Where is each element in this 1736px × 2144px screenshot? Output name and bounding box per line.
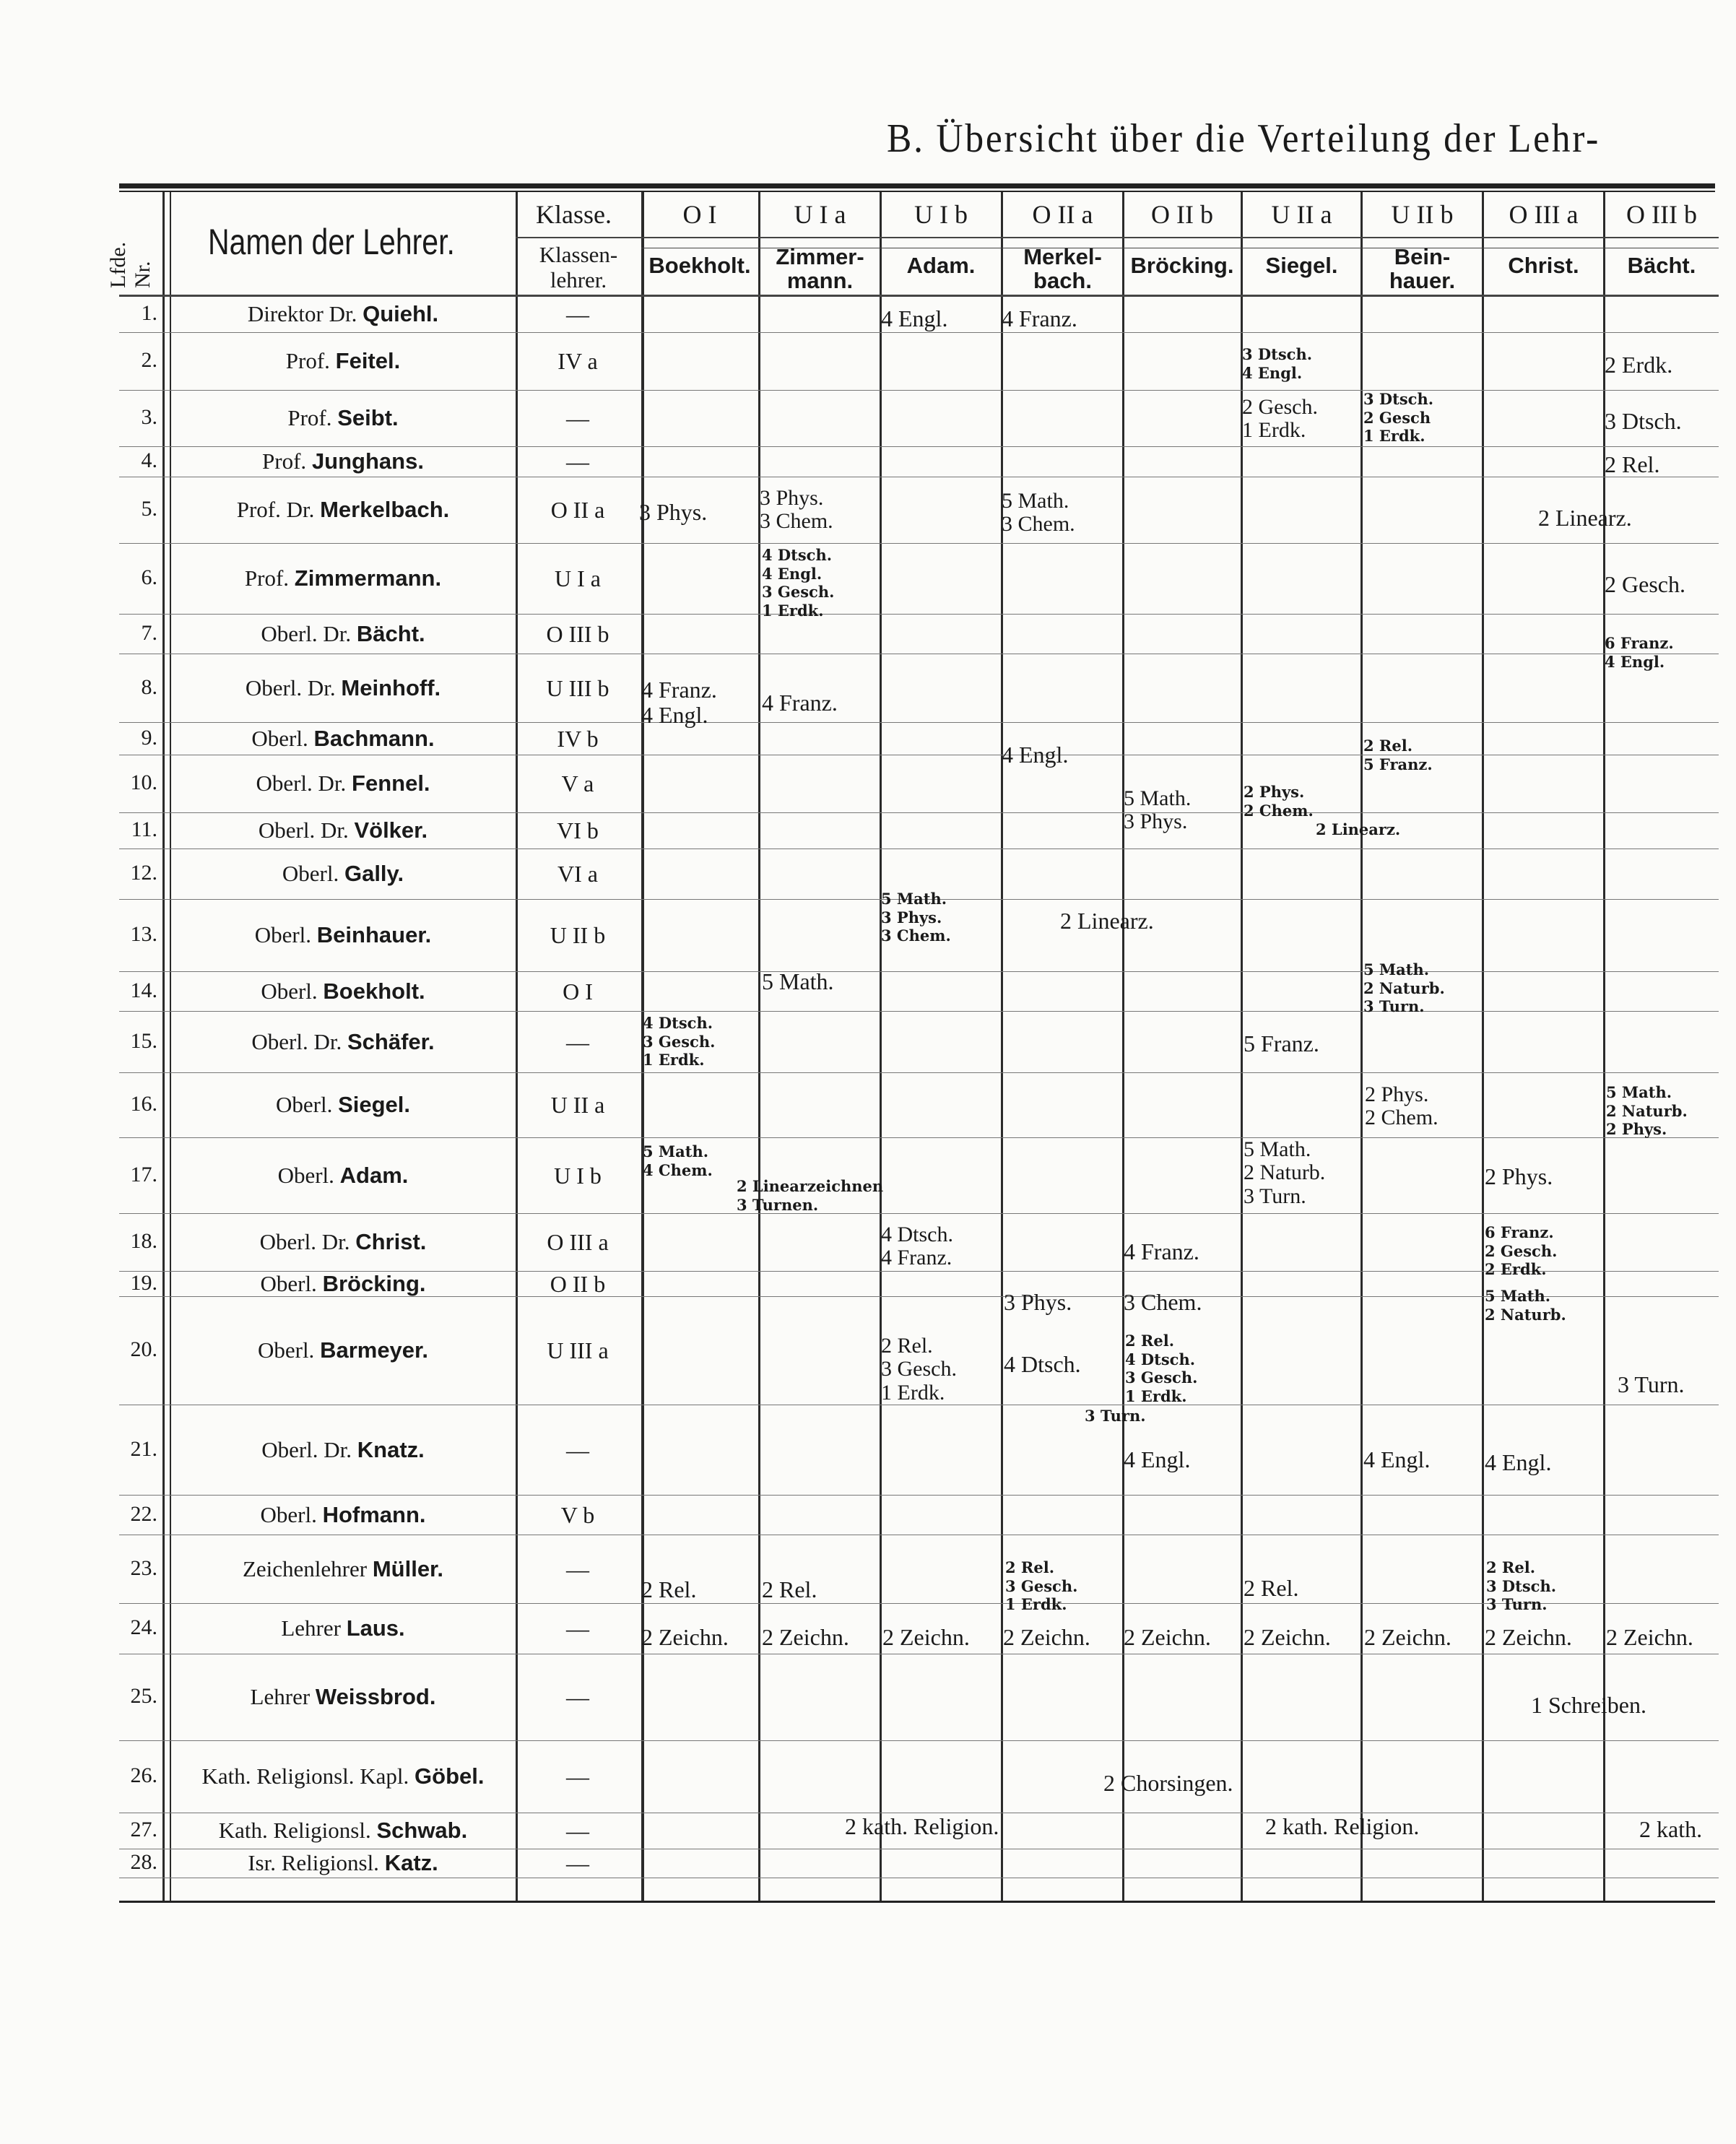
teacher-name [173,1272,513,1295]
class-teacher-of: O III b [546,620,609,647]
row-rule [119,1137,1719,1138]
class-teacher-of: — [566,1615,589,1641]
teacher-title: Prof. Dr. [236,497,315,522]
teacher-title: Oberl. Dr. [251,1028,342,1054]
teacher-name [173,498,513,521]
teacher-name [173,818,513,842]
class-teacher-header-9: Bächt. [1627,253,1696,278]
lesson-entry: 5 Math. 3 Chem. [1002,489,1075,537]
row-rule [119,332,1719,333]
lesson-entry: 2 Chorsingen. [1103,1770,1233,1796]
bottom-rule [119,1901,1715,1903]
teacher-name [173,861,513,885]
teacher-name [173,771,513,795]
teacher-name [173,726,513,750]
column-rule [1241,192,1243,1901]
teacher-title: Direktor Dr. [247,301,357,326]
teacher-title: Prof. [287,405,332,430]
class-teacher-of: — [566,1555,589,1582]
teacher-name [173,622,513,646]
row-number: 13. [130,922,157,946]
teacher-surname: Katz. [384,1850,438,1875]
teacher-title: Oberl. [254,922,312,947]
header-klasse: Klasse. [536,200,612,229]
class-teacher-of: U I b [554,1162,602,1189]
class-teacher-of: — [566,1763,589,1789]
row-number: 6. [141,565,157,589]
class-teacher-of: VI a [557,861,598,887]
teacher-name [173,1818,513,1842]
class-teacher-of: VI b [557,817,599,843]
lesson-entry: 6 Franz. 2 Gesch. 2 Erdk. [1485,1223,1558,1279]
class-teacher-of: V b [560,1501,595,1528]
teacher-title: Oberl. [282,861,339,886]
row-number: 11. [131,817,157,841]
lesson-entry: 2 Rel. [641,1576,697,1602]
teacher-title: Oberl. [275,1092,333,1117]
lesson-entry: 2 Rel. 3 Gesch. 1 Erdk. [1005,1558,1078,1614]
teacher-title: Oberl. Dr. [245,674,336,700]
teacher-surname: Seibt. [337,405,399,430]
row-rule [119,1740,1719,1741]
header-klassenlehrer: Klassen- lehrer. [539,242,618,292]
lesson-entry: 4 Franz. [1002,305,1077,331]
lesson-entry: 2 Phys. [1485,1163,1553,1189]
column-rule [758,192,760,1901]
class-teacher-of: U III b [546,674,609,701]
teacher-surname: Weissbrod. [315,1684,436,1709]
row-rule [119,614,1719,615]
teacher-title: Oberl. [260,1501,317,1527]
class-teacher-header-6: Siegel. [1265,253,1338,278]
class-teacher-of: V a [561,771,594,797]
teacher-surname: Gally. [344,861,404,886]
column-rule [162,192,165,1901]
lesson-entry: 5 Math. 2 Naturb. 3 Turn. [1363,960,1445,1016]
lesson-entry: 5 Math. [762,968,834,994]
teacher-name [173,1230,513,1254]
teacher-surname: Hofmann. [322,1501,426,1527]
lesson-entry: 2 Gesch. [1605,571,1685,597]
row-number: 27. [130,1818,157,1841]
teacher-name [173,1685,513,1709]
teacher-surname: Beinhauer. [316,922,432,947]
row-number: 10. [130,771,157,794]
teacher-name [173,1557,513,1581]
row-rule [119,1495,1719,1496]
teacher-title: Prof. [285,348,330,373]
row-number: 25. [130,1684,157,1708]
class-teacher-of: IV a [557,348,598,374]
lesson-entry: 2 Linearz. [1538,505,1632,531]
row-rule [119,971,1719,972]
class-teacher-of: — [566,1028,589,1055]
row-number: 28. [130,1850,157,1874]
lesson-entry: 3 Phys. 3 Chem. [760,486,833,534]
lesson-entry: 2 kath. Religion. [1265,1813,1420,1839]
lesson-entry: 4 Franz. [1124,1238,1199,1264]
lesson-entry: 5 Math. 2 Naturb. 2 Phys. [1606,1083,1688,1139]
class-teacher-of: — [566,405,589,431]
header-lfde-nr: Lfde. Nr. [106,241,155,288]
lesson-entry: 4 Dtsch. 4 Franz. [881,1223,953,1270]
class-teacher-header-7: Bein- hauer. [1389,244,1456,293]
teacher-surname: Laus. [346,1615,405,1641]
class-teacher-of: U II b [550,922,606,948]
lesson-entry: 2 Zeichn. [1003,1624,1090,1650]
teacher-title: Kath. Religionsl. Kapl. [201,1763,409,1789]
teacher-title: Oberl. Dr. [261,620,352,646]
lesson-entry: 2 Zeichn. [1485,1624,1572,1650]
row-number: 16. [130,1092,157,1116]
lesson-entry: 2 Linearz. [1316,820,1401,838]
teacher-surname: Adam. [339,1162,409,1188]
lesson-entry: 5 Math. 4 Chem. [643,1142,713,1179]
row-number: 9. [141,725,157,750]
row-rule [119,1603,1719,1604]
lesson-entry: 4 Engl. [1124,1446,1191,1472]
row-number: 23. [130,1555,157,1580]
class-header-2: U I a [794,200,846,229]
row-number: 26. [130,1763,157,1787]
teacher-title: Oberl. [260,1270,317,1296]
teacher-name [173,1438,513,1462]
class-teacher-header-1: Boekholt. [648,253,751,278]
teacher-surname: Völker. [354,817,428,843]
lesson-entry: 2 Zeichn. [882,1624,970,1650]
class-header-7: U II b [1391,200,1454,229]
teacher-title: Prof. [262,448,307,474]
teacher-name [173,1764,513,1788]
row-rule [119,446,1719,447]
header-split-rule [516,237,1719,238]
lesson-entry: 2 Erdk. [1605,352,1673,378]
teacher-title: Lehrer [250,1684,311,1709]
teacher-surname: Bächt. [356,620,425,646]
lesson-entry: 2 Rel. 5 Franz. [1363,737,1433,773]
lesson-entry: 3 Dtsch. 4 Engl. [1242,345,1313,382]
teacher-title: Kath. Religionsl. [218,1818,371,1843]
lesson-entry: 2 Linearz. [1060,908,1154,934]
row-rule [119,1213,1719,1214]
class-teacher-of: U I a [555,565,601,591]
column-rule [1482,192,1484,1901]
lesson-entry: 2 Zeichn. [1244,1624,1331,1650]
row-rule [119,543,1719,544]
lesson-entry: 3 Dtsch. 2 Gesch 1 Erdk. [1363,390,1434,446]
teacher-title: Oberl. Dr. [259,1229,350,1254]
teacher-title: Oberl. [261,978,318,1004]
teacher-title: Oberl. [251,725,308,751]
teacher-surname: Christ. [355,1229,427,1254]
teacher-name [173,406,513,430]
lesson-entry: 2 Linearzeichnen 3 Turnen. [737,1177,884,1214]
class-teacher-of: O II a [550,497,605,523]
lesson-entry: 1 Schreiben. [1531,1692,1646,1718]
top-rule [119,183,1715,188]
class-teacher-header-4: Merkel- bach. [1023,244,1102,293]
teacher-surname: Göbel. [415,1763,485,1789]
class-teacher-of: — [566,301,589,327]
class-header-5: O II b [1151,200,1213,229]
row-number: 22. [130,1501,157,1526]
teacher-name [173,676,513,700]
row-number: 17. [130,1162,157,1186]
teacher-surname: Schwab. [376,1818,468,1843]
lesson-entry: 5 Franz. [1244,1030,1319,1056]
page-title: B. Übersicht über die Verteilung der Lehr- [887,116,1601,161]
class-header-9: O III b [1626,200,1697,229]
teacher-surname: Bachmann. [313,725,435,751]
lesson-entry: 3 Phys. [1004,1289,1072,1315]
teacher-name [173,1093,513,1116]
lesson-entry: 2 Zeichn. [1124,1624,1211,1650]
teacher-title: Zeichenlehrer [242,1555,368,1581]
lesson-entry: 2 Zeichn. [1364,1624,1451,1650]
lesson-entry: 2 Rel. 4 Dtsch. 3 Gesch. 1 Erdk. [1125,1332,1198,1405]
header-names: Namen der Lehrer. [208,222,455,262]
lesson-entry: 2 Gesch. 1 Erdk. [1242,395,1318,443]
row-number: 14. [130,978,157,1002]
row-number: 1. [141,301,157,325]
teacher-surname: Fennel. [352,771,430,796]
teacher-name [173,1851,513,1875]
class-header-8: O III a [1509,200,1579,229]
lesson-entry: 2 kath. Religion. [845,1813,999,1839]
teacher-surname: Bröcking. [322,1270,426,1296]
class-teacher-of: O II b [550,1270,606,1297]
lesson-entry: 4 Dtsch. 3 Gesch. 1 Erdk. [643,1014,716,1069]
teacher-title: Oberl. [257,1337,315,1363]
class-header-3: U I b [914,200,968,229]
row-number: 21. [130,1436,157,1461]
column-rule [170,192,171,1901]
teacher-title: Oberl. Dr. [258,817,349,843]
class-header-1: O I [682,200,717,229]
row-rule [119,390,1719,391]
class-header-4: O II a [1032,200,1093,229]
lesson-entry: 5 Math. 2 Naturb. 3 Turn. [1244,1137,1326,1208]
class-teacher-of: O III a [547,1229,609,1255]
teacher-name [173,349,513,373]
lesson-entry: 2 Zeichn. [1606,1624,1693,1650]
lesson-entry: 6 Franz. 4 Engl. [1605,634,1674,671]
lesson-entry: 3 Turn. [1618,1371,1685,1397]
teacher-name [173,1338,513,1362]
lesson-entry: 2 Phys. 2 Chem. [1244,783,1314,820]
lesson-entry: 2 kath. [1639,1816,1703,1842]
lesson-entry: 4 Engl. [1485,1449,1552,1475]
teacher-name [173,302,513,326]
class-teacher-of: U II a [550,1092,605,1118]
teacher-surname: Siegel. [338,1092,411,1117]
teacher-name [173,566,513,590]
teacher-name [173,923,513,947]
lesson-entry: 4 Franz. [762,690,838,716]
lesson-entry: 2 Rel. [1244,1575,1299,1601]
lesson-entry: 3 Dtsch. [1605,408,1682,434]
row-number: 3. [141,405,157,429]
lesson-entry: 3 Chem. [1124,1289,1202,1315]
teacher-title: Isr. Religionsl. [248,1850,379,1875]
lesson-entry: 2 Zeichn. [762,1624,849,1650]
column-rule [880,192,882,1901]
row-number: 12. [130,861,157,885]
class-teacher-of: — [566,1436,589,1463]
lesson-entry: 5 Math. 3 Phys. [1124,786,1192,834]
teacher-surname: Barmeyer. [320,1337,429,1363]
lesson-entry: 4 Dtsch. 4 Engl. 3 Gesch. 1 Erdk. [762,546,835,620]
teacher-surname: Merkelbach. [320,497,450,522]
row-number: 18. [130,1229,157,1253]
class-teacher-header-8: Christ. [1508,253,1579,278]
teacher-name [173,1163,513,1187]
teacher-surname: Schäfer. [347,1028,435,1054]
teacher-title: Oberl. Dr. [256,771,347,796]
teacher-surname: Meinhoff. [341,674,441,700]
lesson-entry: 3 Turn. [1085,1407,1146,1425]
lesson-entry: 2 Rel. 3 Dtsch. 3 Turn. [1486,1558,1557,1614]
row-number: 5. [141,497,157,521]
column-rule [1360,192,1363,1901]
row-number: 19. [130,1270,157,1295]
teacher-title: Oberl. Dr. [261,1436,352,1462]
row-rule [119,1072,1719,1073]
row-number: 7. [141,620,157,645]
row-number: 24. [130,1615,157,1639]
row-rule [119,1296,1719,1297]
lesson-entry: 5 Math. 3 Phys. 3 Chem. [881,890,951,945]
class-teacher-header-5: Bröcking. [1130,253,1234,278]
lesson-entry: 4 Franz. 4 Engl. [641,677,717,728]
lesson-entry: 3 Phys. [639,499,708,525]
row-rule [119,1011,1719,1012]
teacher-title: Oberl. [277,1162,334,1188]
class-teacher-of: — [566,1850,589,1876]
lesson-entry: 4 Dtsch. [1004,1351,1081,1377]
class-teacher-of: U III a [547,1337,609,1363]
class-teacher-header-3: Adam. [906,253,976,278]
class-teacher-header-2: Zimmer- mann. [776,244,864,293]
class-teacher-of: IV b [557,725,599,752]
lesson-entry: 2 Rel. [1605,451,1660,477]
class-teacher-of: — [566,1818,589,1844]
teacher-title: Prof. [244,565,290,591]
row-number: 2. [141,348,157,372]
teacher-surname: Junghans. [311,448,424,474]
lesson-entry: 4 Engl. [881,305,948,331]
teacher-title: Lehrer [281,1615,341,1641]
teacher-surname: Feitel. [335,348,401,373]
class-teacher-of: — [566,448,589,474]
teacher-name [173,1503,513,1527]
top-rule-thin [119,191,1715,192]
lesson-entry: 2 Zeichn. [641,1624,729,1650]
teacher-surname: Knatz. [357,1436,425,1462]
lesson-entry: 2 Rel. 3 Gesch. 1 Erdk. [881,1334,957,1405]
row-number: 4. [141,448,157,472]
teacher-name [173,1616,513,1640]
lesson-entry: 4 Engl. [1002,742,1069,768]
teacher-name [173,1030,513,1054]
row-rule [119,722,1719,723]
teacher-name [173,449,513,473]
header-bottom-rule [119,295,1719,297]
lesson-entry: 2 Rel. [762,1576,817,1602]
lesson-entry: 4 Engl. [1363,1446,1431,1472]
row-number: 8. [141,674,157,699]
row-number: 15. [130,1028,157,1053]
teacher-surname: Boekholt. [323,978,425,1004]
lesson-entry: 2 Phys. 2 Chem. [1365,1082,1438,1130]
row-rule [119,812,1719,813]
class-teacher-of: O I [563,978,593,1004]
teacher-surname: Quiehl. [363,301,439,326]
class-header-6: U II a [1271,200,1332,229]
row-number: 20. [130,1337,157,1361]
teacher-name [173,979,513,1003]
class-teacher-of: — [566,1684,589,1710]
lesson-entry: 5 Math. 2 Naturb. [1485,1287,1566,1324]
teacher-surname: Zimmermann. [294,565,442,591]
column-rule [1603,192,1605,1901]
teacher-surname: Müller. [372,1555,444,1581]
